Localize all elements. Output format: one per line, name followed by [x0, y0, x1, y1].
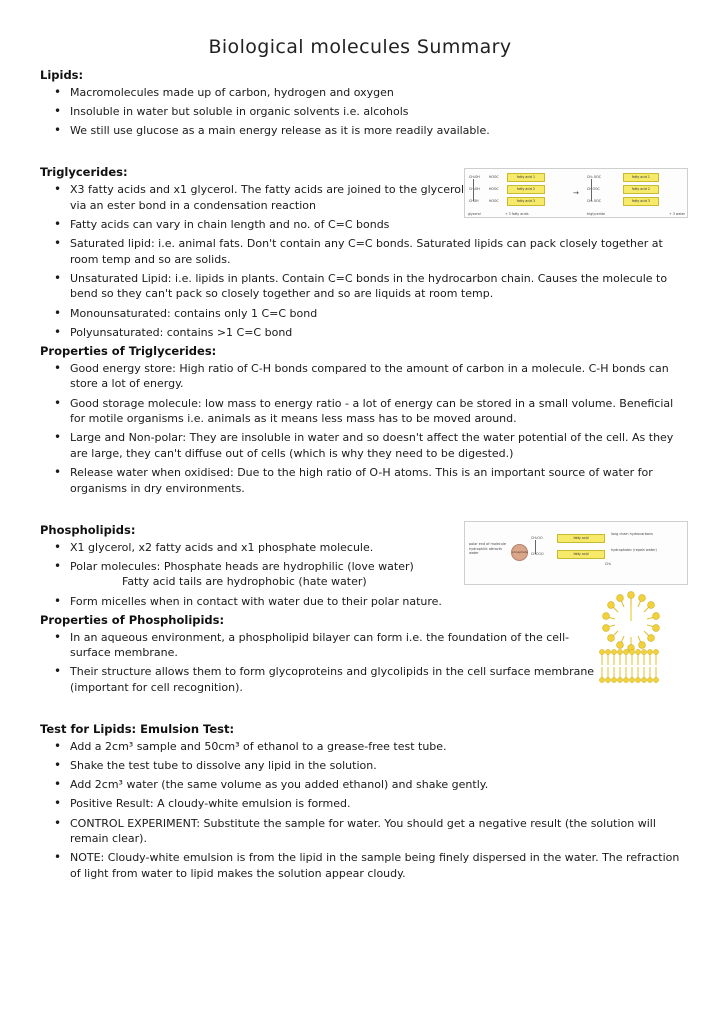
list-item: • Unsaturated Lipid: i.e. lipids in plants. Contain C=C bonds in the hydrocarbon chain. Causes the molecule to bend so they can't pack so closely together and so are liquids at room temp. — [40, 271, 680, 302]
list-item: • Good energy store: High ratio of C-H bonds compared to the amount of carbon in a molecule. C-H bonds can store a lot of energy. — [40, 361, 680, 392]
phospholipid-structure-diagram — [464, 521, 688, 585]
section-heading-phospholipids: Phospholipids: — [40, 522, 136, 537]
list-item: • We still use glucose as a main energy release as it is more readily available. — [40, 123, 680, 139]
list-item: • Add 2cm³ water (the same volume as you added ethanol) and shake gently. — [40, 777, 680, 793]
bullet-list-lipids — [40, 85, 680, 139]
chem-label: CH₃ — [605, 562, 612, 566]
diagram-products-panel — [585, 169, 687, 217]
fatty-acid-bar: fatty acid 1 — [623, 173, 659, 182]
chem-label: HOOC — [489, 199, 499, 203]
list-item: • NOTE: Cloudy-white emulsion is from the lipid in the sample being finely dispersed in the water. The refraction of light from water to lipid makes the solution appear cloudy. — [40, 850, 680, 881]
fatty-acid-bar: fatty acid — [557, 550, 605, 559]
list-item: • Monounsaturated: contains only 1 C=C bond — [40, 306, 680, 322]
section-heading-triglycerides: Triglycerides: — [40, 165, 128, 180]
diagram-caption-triglyceride: triglyceride — [586, 212, 605, 216]
list-item: • Polyunsaturated: contains >1 C=C bond — [40, 325, 680, 341]
list-item: • X1 glycerol, x2 fatty acids and x1 phosphate molecule. — [40, 540, 680, 556]
bond-line — [473, 179, 474, 201]
bullet-list-properties-phospholipids — [40, 630, 680, 696]
chem-label: CH₂OH — [469, 175, 480, 179]
chem-label: CH₂OH — [469, 187, 480, 191]
list-item: • Large and Non-polar: They are insoluble in water and so doesn't affect the water potential of the cell. As they are large, they can't diffuse out of cells (which is why they need to be digested.) — [40, 430, 680, 461]
list-item: • Macromolecules made up of carbon, hydrogen and oxygen — [40, 85, 680, 101]
fatty-acid-bar: fatty acid 2 — [507, 185, 545, 194]
section-heading-properties-phospholipids: Properties of Phospholipids: — [40, 612, 225, 627]
list-item: • Their structure allows them to form glycoproteins and glycolipids in the cell surface membrane (important for cell recognition). — [40, 664, 600, 695]
reaction-arrow-icon: → — [573, 189, 579, 197]
fatty-acid-bar: fatty acid 3 — [507, 197, 545, 206]
list-item: • CONTROL EXPERIMENT: Substitute the sample for water. You should get a negative result (the solution will remain clear). — [40, 816, 680, 847]
list-item-text: Polar molecules: Phosphate heads are hydrophilic (love water) — [70, 559, 414, 573]
bullet-list-properties-triglycerides — [40, 361, 680, 496]
list-item: • Positive Result: A cloudy-white emulsion is formed. — [40, 796, 680, 812]
phospholipid-hydrophilic-caption: polar end of molecule hydrophilic attracts water — [469, 542, 506, 556]
section-heading-lipids: Lipids: — [40, 68, 84, 82]
section-heading-properties-triglycerides: Properties of Triglycerides: — [40, 343, 217, 358]
list-item: • Release water when oxidised: Due to the high ratio of O-H atoms. This is an important source of water for organisms in dry environments. — [40, 465, 680, 496]
list-item: • Shake the test tube to dissolve any lipid in the solution. — [40, 758, 680, 774]
triglyceride-formation-diagram — [464, 168, 688, 218]
chem-label: CHOH — [469, 199, 479, 203]
phospholipid-hydrophobic-caption: hydrophobic (repels water) — [611, 548, 657, 552]
phospholipid-hydrocarbon-caption: long chain hydrocarbons — [611, 532, 653, 536]
diagram-caption-fatty-acids: + 3 fatty acids — [505, 212, 529, 216]
list-item: • Fatty acids can vary in chain length and no. of C=C bonds — [40, 217, 680, 233]
list-item: • In an aqueous environment, a phospholipid bilayer can form i.e. the foundation of the cell-surface membrane. — [40, 630, 600, 661]
list-item: • Good storage molecule: low mass to energy ratio - a lot of energy can be stored in a small volume. Beneficial for motile organisms i.e. animals as it means less mass has to be moved around. — [40, 396, 680, 427]
chem-label: CH₂OO — [531, 536, 543, 540]
list-item: • Form micelles when in contact with water due to their polar nature. — [40, 594, 680, 610]
bond-line — [591, 179, 592, 201]
fatty-acid-bar: fatty acid — [557, 534, 605, 543]
diagram-caption-water: + 3 water — [669, 212, 685, 216]
chem-label: CH₂ OOC — [586, 199, 602, 203]
chem-label: HOOC — [489, 187, 499, 191]
diagram-caption-glycerol: glycerol — [468, 212, 481, 216]
phospholipid-bilayer-diagram — [598, 648, 664, 684]
list-item: • Saturated lipid: i.e. animal fats. Don't contain any C=C bonds. Saturated lipids can pack closely together at room temp and so are solids. — [40, 236, 680, 267]
list-item: • X3 fatty acids and x1 glycerol. The fatty acids are joined to the glycerol via an ester bond in a condensation reaction — [40, 182, 480, 213]
phosphate-head-icon: phosphate — [511, 544, 528, 561]
fatty-acid-bar: fatty acid 3 — [623, 197, 659, 206]
diagram-reactants-panel — [465, 169, 567, 217]
chem-label: CH₂ OOC — [586, 175, 602, 179]
fatty-acid-bar: fatty acid 2 — [623, 185, 659, 194]
bond-line — [535, 540, 536, 554]
chem-label: CH OOC — [586, 187, 600, 191]
section-heading-test-for-lipids: Test for Lipids: Emulsion Test: — [40, 722, 235, 737]
micelle-diagram — [600, 590, 662, 652]
list-item: • Add a 2cm³ sample and 50cm³ of ethanol to a grease-free test tube. — [40, 739, 680, 755]
chem-label: CHCOO — [531, 552, 544, 556]
list-item: • Insoluble in water but soluble in organic solvents i.e. alcohols — [40, 104, 680, 120]
bullet-list-emulsion-test — [40, 739, 680, 881]
chem-label: HOOC — [489, 175, 499, 179]
page-title: Biological molecules Summary — [208, 36, 512, 58]
phospholipid-tail-note: Fatty acid tails are hydrophobic (hate water) — [122, 575, 367, 589]
fatty-acid-bar: fatty acid 1 — [507, 173, 545, 182]
